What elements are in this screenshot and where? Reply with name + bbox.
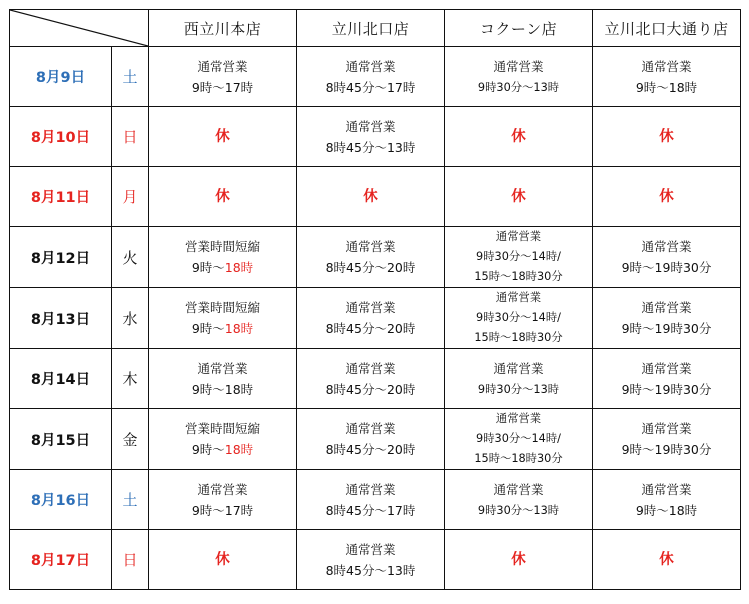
weekday-cell: 日 [112, 107, 149, 167]
status-label: 営業時間短縮 [184, 239, 260, 254]
hours-label: 9時30分～13時 [477, 382, 560, 396]
schedule-row [10, 167, 741, 227]
status-label: 通常営業 [197, 360, 248, 376]
corner-cell [10, 10, 149, 47]
status-label: 通常営業 [641, 58, 692, 74]
closed-label: 休 [511, 128, 526, 145]
closed-cell [297, 167, 445, 227]
hours-label: 9時～19時30分 [621, 260, 712, 275]
hours-label: 9時～18時 [191, 381, 254, 397]
hours-cell [297, 227, 445, 288]
weekday-cell: 日 [112, 530, 149, 590]
hours-label: 9時～19時30分 [621, 381, 712, 397]
closed-cell [593, 107, 741, 167]
hours-label: 9時～19時30分 [621, 321, 712, 336]
schedule-row [10, 530, 741, 590]
status-label: 通常営業 [345, 58, 396, 74]
hours-label: 9時30分～13時 [477, 80, 560, 94]
hours-label: 8時45分～17時 [325, 502, 416, 518]
hours-label: 9時30分～14時/ [476, 311, 561, 324]
hours-cell [445, 470, 593, 530]
closed-cell [445, 530, 593, 590]
split-hours-cell [445, 288, 593, 349]
hours-cell [593, 349, 741, 409]
hours-cell [593, 470, 741, 530]
weekday-cell: 土 [112, 470, 149, 530]
schedule-body [10, 47, 741, 590]
status-label: 通常営業 [345, 239, 396, 254]
hours-label: 8時45分～20時 [325, 321, 416, 336]
split-hours-cell [445, 409, 593, 470]
hours-cell [297, 107, 445, 167]
diagonal-line [10, 10, 148, 46]
date-cell: 8月9日 [10, 47, 112, 107]
closed-cell [149, 530, 297, 590]
schedule-row [10, 470, 741, 530]
status-label: 通常営業 [641, 481, 692, 497]
hours-cell [593, 47, 741, 107]
hours-cell [297, 288, 445, 349]
status-label: 通常営業 [345, 421, 396, 436]
status-label: 通常営業 [641, 239, 692, 254]
date-cell: 8月10日 [10, 107, 112, 167]
hours-end-highlight: 18時 [224, 260, 254, 275]
status-label: 通常営業 [345, 300, 396, 315]
schedule-table [9, 9, 741, 590]
status-label: 通常営業 [345, 360, 396, 376]
hours-label: 9時～17時 [191, 79, 254, 95]
hours-label: 8時45分～13時 [325, 139, 416, 155]
hours-cell [297, 409, 445, 470]
hours-label: 8時45分～17時 [325, 79, 416, 95]
hours-label: 9時30分～14時/ [476, 432, 561, 445]
closed-label: 休 [215, 188, 230, 205]
date-cell: 8月17日 [10, 530, 112, 590]
weekday-cell: 金 [112, 409, 149, 470]
schedule-row [10, 107, 741, 167]
closed-label: 休 [215, 551, 230, 568]
hours-cell [297, 349, 445, 409]
schedule-row [10, 409, 741, 470]
schedule-row [10, 47, 741, 107]
split-hours-cell [445, 227, 593, 288]
hours-label: 15時～18時30分 [474, 331, 563, 344]
shortened-hours-cell [149, 288, 297, 349]
schedule-row [10, 288, 741, 349]
date-cell: 8月15日 [10, 409, 112, 470]
date-cell: 8月11日 [10, 167, 112, 227]
hours-start: 9時～ [191, 321, 225, 336]
status-label: 通常営業 [493, 481, 544, 497]
hours-label: 15時～18時30分 [474, 270, 563, 283]
hours-label: 9時～18時 [635, 502, 698, 518]
hours-label [149, 257, 296, 278]
weekday-cell: 月 [112, 167, 149, 227]
hours-label [149, 318, 296, 339]
closed-cell [593, 167, 741, 227]
status-label: 営業時間短縮 [184, 300, 260, 315]
hours-label: 9時～19時30分 [621, 442, 712, 457]
status-label: 通常営業 [197, 58, 248, 74]
closed-cell [445, 107, 593, 167]
hours-label: 8時45分～20時 [325, 442, 416, 457]
store-header: 西立川本店 [149, 10, 297, 47]
hours-cell [297, 47, 445, 107]
date-cell: 8月13日 [10, 288, 112, 349]
hours-cell [445, 47, 593, 107]
hours-end-highlight: 18時 [224, 321, 254, 336]
schedule-row [10, 349, 741, 409]
status-label: 通常営業 [641, 300, 692, 315]
status-label: 通常営業 [493, 360, 544, 376]
status-label: 通常営業 [345, 541, 396, 557]
hours-label: 15時～18時30分 [474, 452, 563, 465]
closed-label: 休 [659, 188, 674, 205]
status-label: 営業時間短縮 [184, 421, 260, 436]
hours-cell [149, 47, 297, 107]
closed-cell [149, 107, 297, 167]
closed-cell [593, 530, 741, 590]
hours-cell [593, 288, 741, 349]
weekday-cell: 土 [112, 47, 149, 107]
closed-cell [149, 167, 297, 227]
hours-label: 9時～17時 [191, 502, 254, 518]
weekday-cell: 水 [112, 288, 149, 349]
status-label: 通常営業 [495, 291, 542, 304]
status-label: 通常営業 [345, 118, 396, 134]
hours-label: 8時45分～13時 [325, 562, 416, 578]
hours-cell [297, 470, 445, 530]
hours-start: 9時～ [191, 260, 225, 275]
closed-label: 休 [215, 128, 230, 145]
closed-label: 休 [511, 551, 526, 568]
store-header: 立川北口大通り店 [593, 10, 741, 47]
status-label: 通常営業 [493, 58, 544, 74]
hours-cell [297, 530, 445, 590]
hours-cell [593, 227, 741, 288]
status-label: 通常営業 [197, 481, 248, 497]
date-cell: 8月14日 [10, 349, 112, 409]
date-cell: 8月12日 [10, 227, 112, 288]
weekday-cell: 火 [112, 227, 149, 288]
status-label: 通常営業 [495, 230, 542, 243]
hours-cell [445, 349, 593, 409]
hours-cell [149, 349, 297, 409]
header-row [10, 10, 741, 47]
status-label: 通常営業 [641, 421, 692, 436]
hours-label: 9時30分～13時 [477, 503, 560, 517]
closed-label: 休 [659, 128, 674, 145]
hours-label: 9時～18時 [635, 79, 698, 95]
shortened-hours-cell [149, 409, 297, 470]
hours-end-highlight: 18時 [224, 442, 254, 457]
hours-label: 9時30分～14時/ [476, 250, 561, 263]
shortened-hours-cell [149, 227, 297, 288]
closed-label: 休 [511, 188, 526, 205]
hours-label [149, 439, 296, 460]
hours-start: 9時～ [191, 442, 225, 457]
weekday-cell: 木 [112, 349, 149, 409]
store-header: 立川北口店 [297, 10, 445, 47]
hours-cell [593, 409, 741, 470]
closed-label: 休 [363, 188, 378, 205]
hours-label: 8時45分～20時 [325, 260, 416, 275]
closed-label: 休 [659, 551, 674, 568]
status-label: 通常営業 [345, 481, 396, 497]
date-cell: 8月16日 [10, 470, 112, 530]
status-label: 通常営業 [495, 412, 542, 425]
store-header: コクーン店 [445, 10, 593, 47]
hours-label: 8時45分～20時 [325, 381, 416, 397]
hours-cell [149, 470, 297, 530]
schedule-row [10, 227, 741, 288]
closed-cell [445, 167, 593, 227]
status-label: 通常営業 [641, 360, 692, 376]
